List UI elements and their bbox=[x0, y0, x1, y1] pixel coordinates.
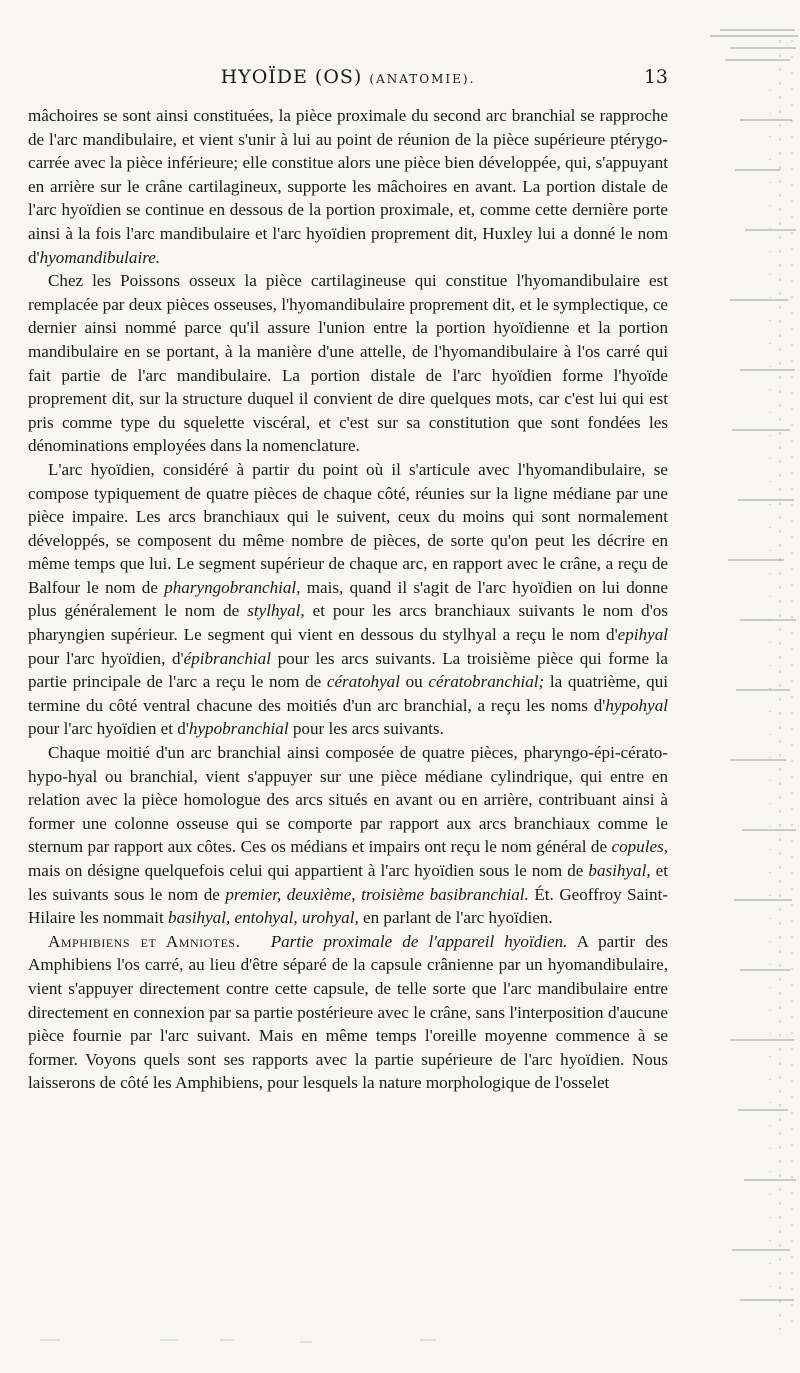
paragraph-5 bbox=[28, 930, 668, 1095]
term-hypobranchial: hypobranchial bbox=[188, 719, 289, 739]
section-subheading: Partie proximale de l'appareil hyoïdien. bbox=[270, 931, 568, 951]
p3-text-i: pour les arcs suivants. bbox=[288, 719, 444, 739]
running-header bbox=[28, 66, 668, 98]
term-ceratobranchial: cératobranchial; bbox=[428, 672, 545, 692]
term-geoffroy-names: basihyal, entohyal, urohyal, bbox=[168, 908, 359, 928]
p3-text-d: pour l'arc hyoïdien, d' bbox=[28, 648, 184, 668]
term-epihyal: epihyal bbox=[617, 625, 668, 645]
term-copules: copules, bbox=[611, 837, 668, 857]
term-pharyngobranchial: pharyngobranchial, bbox=[164, 577, 301, 597]
p4-text-c: et les suivants sous le nom de bbox=[28, 861, 668, 904]
bottom-scan-marks bbox=[0, 1320, 800, 1360]
body-text bbox=[28, 104, 668, 1095]
p1-text: mâchoires se sont ainsi constituées, la pièce proximale du second arc branchial se rapproche de l'arc mandibulaire, et vient s'unir à lui au point de réunion de la pièce supérieure ptérygo-carrée avec la pièce inférieure; elle constitue alors une pièce bien développée, qui, s'appuyant en arrière sur le crâne cartilagineux, supporte les mâchoires en avant. La portion distale de l'arc hyoïdien se continue en dessous de la portion proximale, et, comme cette dernière porte ainsi à la fois l'arc mandibulaire et l'arc hyoïdien proprement dit, Huxley lui a donné le nom d' bbox=[28, 106, 668, 267]
term-hyomandibulaire: hyomandibulaire. bbox=[39, 247, 161, 267]
p3-text-f: ou bbox=[399, 672, 429, 692]
page-number: 13 bbox=[643, 66, 668, 88]
p3-text-h: pour l'arc hyoïdien et d' bbox=[28, 719, 189, 739]
paragraph-1 bbox=[28, 104, 668, 269]
term-basihyal: basihyal, bbox=[588, 861, 651, 880]
bleed-through-marks bbox=[700, 0, 800, 1369]
header-subtitle: (ANATOMIE). bbox=[369, 72, 476, 86]
p3-text-a: L'arc hyoïdien, considéré à partir du point où il s'articule avec l'hyomandibulaire, se compose typiquement de quatre pièces de chaque côté, réunies sur la ligne médiane par une pièce impaire. Les arcs branchiaux qui le suivent, ceux du moins qui sont normalement développés, se composent du même nombre de pièces, de sorte qu'on peut les décrire en même temps que lui. Le segment supérieur de chaque arc, en rapport avec le crâne, a reçu de Balfour le nom de bbox=[28, 459, 668, 597]
paragraph-3 bbox=[28, 458, 668, 741]
p4-text-b: mais on désigne quelquefois celui qui appartient à l'arc hyoïdien sous le nom de bbox=[28, 861, 589, 880]
p4-text-a: Chaque moitié d'un arc branchial ainsi composée de quatre pièces, pharyngo-épi-cérato-hypo-hyal ou branchial, vient s'appuyer sur une pièce médiane cylindrique, qui entre en relation avec la pièce homologue des arcs situés en avant ou en arrière, contribuant ainsi à former une colonne osseuse qui se comporte par rapport aux arcs branchiaux comme le sternum par rapport aux côtes. Ces os médians et impairs ont reçu le nom général de bbox=[28, 743, 668, 857]
term-basibranchial: premier, deuxième, troisième basibranchial. bbox=[225, 884, 529, 904]
term-ceratohyal: cératohyal bbox=[326, 672, 400, 692]
p3-text-b: mais, quand il s'agit de l'arc hyoïdien on lui donne plus généralement le nom de bbox=[28, 577, 668, 621]
term-hypohyal: hypohyal bbox=[605, 695, 668, 715]
p3-text-c: et pour les arcs branchiaux suivants le nom d'os pharyngien supérieur. Le segment qui vient en dessous du stylhyal a reçu le nom d' bbox=[28, 601, 668, 645]
paragraph-2: Chez les Poissons osseux la pièce cartilagineuse qui constitue l'hyomandibulaire est remplacée par deux pièces osseuses, l'hyomandibulaire proprement dit, et le symplectique, ce dernier ainsi nommé parce qu'il assure l'union entre la portion hyoïdienne et la portion mandibulaire en se portant, à la manière d'une attelle, de l'hyomandibulaire à l'os carré qui fait partie de l'arc mandibulaire. La portion distale de l'arc hyoïdien forme l'hyoïde proprement dit, sur la structure duquel il convient de dire quelques mots, car c'est lui qui est pris comme type du squelette viscéral, et c'est sur sa constitution que sont fondées les dénominations employées dans la nomenclature. bbox=[28, 271, 668, 456]
p3-text-g: la quatrième, qui termine du côté ventral chacune des moitiés d'un arc branchial, a reçu les noms d' bbox=[28, 672, 669, 715]
paragraph-4 bbox=[28, 741, 668, 930]
term-stylhyal: stylhyal, bbox=[247, 601, 305, 621]
p3-text-e: pour les arcs suivants. La troisième pièce qui forme la partie principale de l'arc a reçu le nom de bbox=[28, 648, 668, 692]
term-epibranchial: épibranchial bbox=[183, 648, 271, 668]
section-heading-amphibiens: Amphibiens et Amniotes. bbox=[48, 931, 241, 951]
bottom-margin-marks bbox=[0, 1320, 800, 1360]
header-title: HYOÏDE (OS) bbox=[220, 66, 363, 88]
scan-margin-bleed bbox=[700, 0, 800, 1369]
p5-text: A partir des Amphibiens l'os carré, au lieu d'être séparé de la capsule crânienne par un hyomandibulaire, vient s'appuyer directement contre cette capsule, de telle sorte que l'arc mandibulaire entre directement en connexion par sa partie postérieure avec le crâne, sans l'interposition d'aucune pièce fournie par l'arc suivant. Mais en même temps l'oreille moyenne commence à se former. Voyons quels sont ses rapports avec la partie supérieure de l'arc hyoïdien. Nous laisserons de côté les Amphibiens, pour lesquels la nature morphologique de l'osselet bbox=[28, 931, 668, 1093]
p4-text-d: Ét. Geoffroy Saint-Hilaire les nommait bbox=[28, 884, 669, 928]
running-head-title bbox=[28, 66, 668, 88]
p4-text-e: en parlant de l'arc hyoïdien. bbox=[358, 908, 553, 928]
